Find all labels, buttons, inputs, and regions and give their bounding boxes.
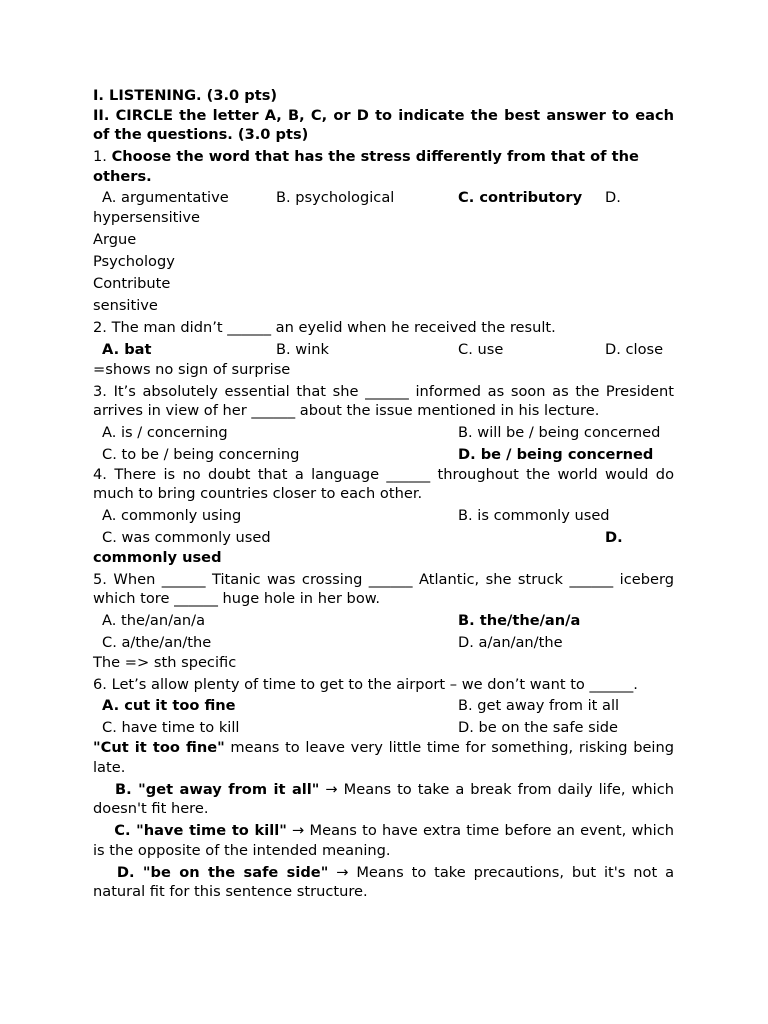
idiom-term: "Cut it too fine" <box>93 739 225 756</box>
question-6-options-row1 <box>93 694 674 716</box>
option-d: D. close <box>605 340 664 358</box>
option-b: B. will be / being concerned <box>458 423 661 441</box>
explanation-text: → Means to have extra time before an event, which is the opposite of the intended meaning. <box>93 822 675 859</box>
option-c: C. was commonly used <box>102 528 271 546</box>
option-c: C. to be / being concerning <box>102 445 300 463</box>
note-line: Argue <box>93 231 137 248</box>
question-4-options-row2 <box>93 526 674 548</box>
option-a-answer: A. bat <box>102 340 152 358</box>
option-d-continued: hypersensitive <box>93 209 201 226</box>
option-a: A. commonly using <box>102 506 242 524</box>
note-line: The => sth specific <box>93 653 237 671</box>
option-d: D. be on the safe side <box>458 719 619 736</box>
explanation-text: → Means to take precautions, but it's not a natural fit for this sentence structure. <box>93 863 675 900</box>
option-d: D. a/an/an/the <box>458 633 563 651</box>
worksheet-content <box>93 86 674 902</box>
explanation-d <box>93 863 674 902</box>
option-a-answer: A. cut it too fine <box>102 697 236 714</box>
option-c-answer: C. contributory <box>458 189 583 206</box>
question-5-options-row1 <box>93 609 674 631</box>
question-text: There is no doubt that a language ______ throughout the world would do much to bring countries closer to each other. <box>93 465 675 502</box>
question-2-options <box>93 338 674 360</box>
question-number: 3. <box>93 382 107 400</box>
explanation-c <box>93 821 674 860</box>
question-number: 4. <box>93 465 107 483</box>
question-5 <box>93 570 674 609</box>
question-4 <box>93 465 674 504</box>
question-text: When ______ Titanic was crossing ______ Atlantic, she struck ______ iceberg which tore ______ huge hole in her bow. <box>93 570 674 607</box>
question-6-options-row2 <box>93 716 674 738</box>
explanation-main <box>93 738 674 777</box>
option-a: A. is / concerning <box>102 423 228 441</box>
note-line: Psychology <box>93 253 175 270</box>
question-text: It’s absolutely essential that she ______ informed as soon as the President arrives in view of her ______ about the issue mentioned in his lecture. <box>93 382 674 419</box>
option-b: B. wink <box>276 340 329 358</box>
option-d-continued: commonly used <box>93 548 222 566</box>
question-text: The man didn’t ______ an eyelid when he received the result. <box>111 319 556 336</box>
question-1-options <box>93 186 674 208</box>
option-d: D. <box>605 189 621 206</box>
question-3-options-row2 <box>93 443 674 465</box>
question-number: 5. <box>93 570 107 588</box>
question-number: 2. <box>93 319 107 336</box>
idiom-term: C. "have time to kill" <box>114 822 287 839</box>
option-c: C. a/the/an/the <box>102 633 212 651</box>
note-line: Contribute <box>93 275 171 292</box>
idiom-term: B. "get away from it all" <box>115 780 320 798</box>
option-d-answer: D. <box>605 528 623 546</box>
option-d-answer: D. be / being concerned <box>458 445 654 463</box>
question-text: Let’s allow plenty of time to get to the airport – we don’t want to ______. <box>111 675 638 693</box>
option-b-answer: B. the/the/an/a <box>458 611 581 629</box>
section-heading-circle: II. CIRCLE the letter A, B, C, or D to indicate the best answer to each of the questions. (3.0 pts) <box>93 106 674 143</box>
option-b: B. is commonly used <box>458 506 610 524</box>
note-line: sensitive <box>93 297 158 314</box>
option-b: B. psychological <box>276 189 395 206</box>
question-6 <box>93 675 674 695</box>
section-heading-listening: I. LISTENING. (3.0 pts) <box>93 87 278 104</box>
explanation-text: means to leave very little time for something, risking being late. <box>93 739 674 776</box>
question-3 <box>93 382 674 421</box>
option-a: A. the/an/an/a <box>102 611 206 629</box>
explanation-text: → Means to take a break from daily life, which doesn't fit here. <box>93 780 675 817</box>
question-text: Choose the word that has the stress differently from that of the others. <box>93 148 639 185</box>
question-2 <box>93 318 674 338</box>
question-4-options-row1 <box>93 504 674 526</box>
question-number: 6. <box>93 675 107 693</box>
option-c: C. have time to kill <box>102 719 240 736</box>
question-3-options-row1 <box>93 421 674 443</box>
option-b: B. get away from it all <box>458 697 620 714</box>
question-number: 1. <box>93 148 107 165</box>
question-1 <box>93 147 674 186</box>
explanation-b <box>93 780 674 819</box>
question-5-options-row2 <box>93 631 674 653</box>
idiom-term: D. "be on the safe side" <box>116 863 329 881</box>
option-a: A. argumentative <box>102 189 229 206</box>
option-c: C. use <box>458 340 504 358</box>
note-line: =shows no sign of surprise <box>93 360 291 378</box>
